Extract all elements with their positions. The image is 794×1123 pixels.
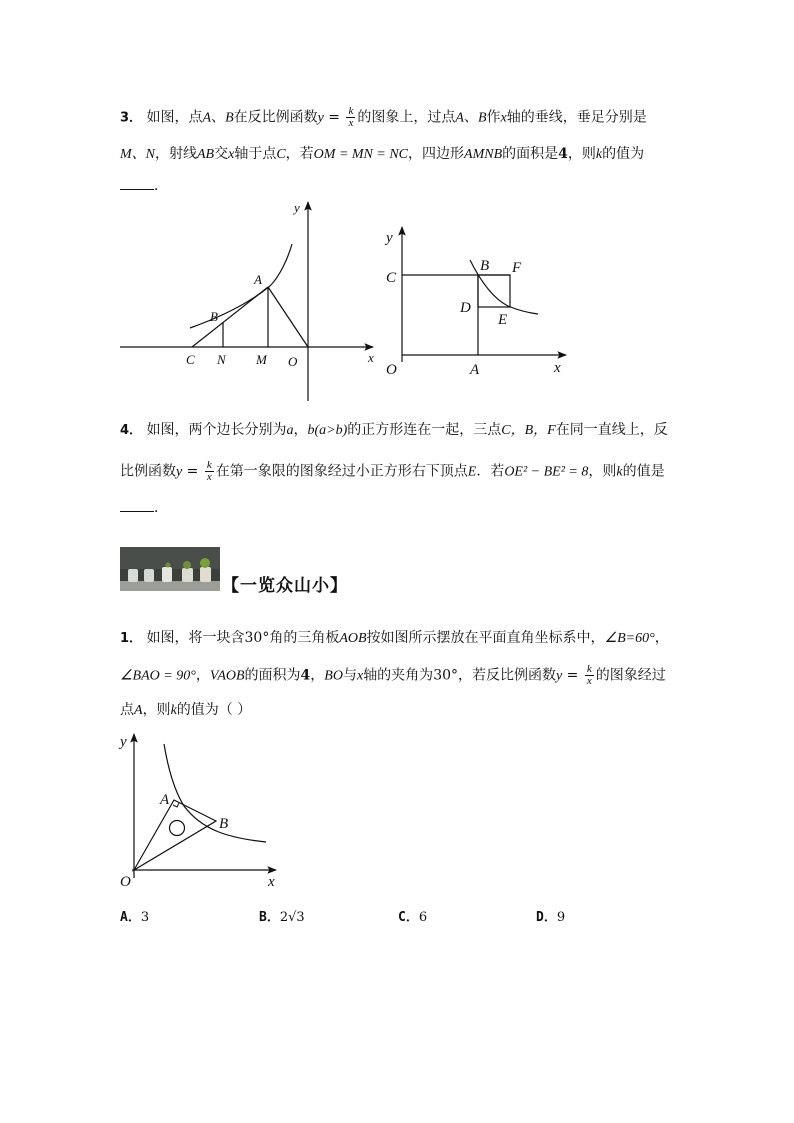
- answer-blank[interactable]: [120, 499, 154, 512]
- label-a: A: [470, 362, 480, 378]
- label-a: A: [254, 272, 262, 287]
- label-c: C: [186, 352, 195, 367]
- label-x: x: [554, 360, 561, 376]
- option-a[interactable]: A．3: [120, 910, 150, 925]
- label-e: E: [498, 312, 508, 328]
- q4-line-1: 4． 如图，两个边长分别为a，b(a>b)的正方形连在一起，三点C，B，F在同一直线上，反: [120, 422, 668, 438]
- answer-blank[interactable]: [120, 177, 154, 190]
- hyperbola-curve: [190, 244, 292, 328]
- label-f: F: [512, 260, 522, 276]
- set-square-hole: [170, 821, 185, 836]
- q1-number: 1．: [120, 631, 143, 646]
- label-y: y: [386, 230, 393, 246]
- q3-number: 3．: [120, 110, 143, 126]
- label-a: A: [160, 792, 170, 808]
- right-angle-mark: [173, 803, 179, 807]
- label-o: O: [288, 354, 298, 369]
- label-o: O: [386, 362, 397, 378]
- section-title: 【一览众山小】: [222, 576, 348, 596]
- q4-line-3: ．: [120, 498, 168, 518]
- label-o: O: [120, 874, 131, 890]
- label-d: D: [460, 300, 471, 316]
- figure-two-squares: [380, 222, 576, 382]
- label-b: B: [480, 258, 490, 274]
- label-y: y: [294, 200, 300, 215]
- banner-plant-jars-image: [120, 547, 220, 591]
- label-b: B: [210, 309, 218, 324]
- q3-line-2: M、N，射线AB交x轴于点C，若OM = MN = NC，四边形AMNB的面积是4，则k的值为: [120, 146, 645, 162]
- label-x: x: [368, 350, 374, 365]
- figure-triangle-aob: [116, 728, 284, 892]
- q4-line-2: 比例函数y = $\frac{k}{x}$ 在第一象限的图象经过小正方形右下顶点E．若OE² − BE² = 8，则k的值是: [120, 459, 665, 483]
- option-b[interactable]: B．2√3: [259, 910, 305, 925]
- segment-ao: [268, 287, 308, 347]
- fraction-k-over-x: $\frac{k}{x}$: [348, 105, 354, 129]
- label-y: y: [120, 734, 127, 750]
- fraction-k-over-x: $\frac{k}{x}$: [206, 459, 212, 483]
- q1-line-2: ∠BAO = 90°，VAOB的面积为4，BO与x轴的夹角为30°，若反比例函数y = $\frac{k}{x}$ 的图象经过: [120, 663, 666, 687]
- figure-hyperbola-ab: [118, 196, 380, 406]
- q3-line-1: 3． 如图，点A、B在反比例函数y = $\frac{k}{x}$ 的图象上，过点A、B作x轴的垂线，垂足分别是: [120, 105, 647, 129]
- answer-options: [120, 906, 640, 926]
- option-c[interactable]: C．6: [398, 910, 428, 925]
- q1-line-3: 点A，则k的值为（ ）: [120, 702, 252, 718]
- ray-ab: [192, 287, 268, 347]
- q4-number: 4．: [120, 423, 143, 438]
- label-n: N: [217, 352, 226, 367]
- label-x: x: [268, 874, 275, 890]
- label-c: C: [386, 270, 397, 286]
- small-square: [478, 275, 510, 307]
- label-m: M: [256, 352, 267, 367]
- q3-line-3: ．: [120, 176, 168, 196]
- hyperbola-curve: [164, 744, 266, 842]
- fraction-k-over-x: $\frac{k}{x}$: [586, 663, 592, 687]
- option-d[interactable]: D．9: [536, 910, 566, 925]
- label-b: B: [219, 816, 229, 832]
- q1-line-1: 1． 如图，将一块含30°角的三角板AOB按如图所示摆放在平面直角坐标系中，∠B=60°，: [120, 630, 669, 646]
